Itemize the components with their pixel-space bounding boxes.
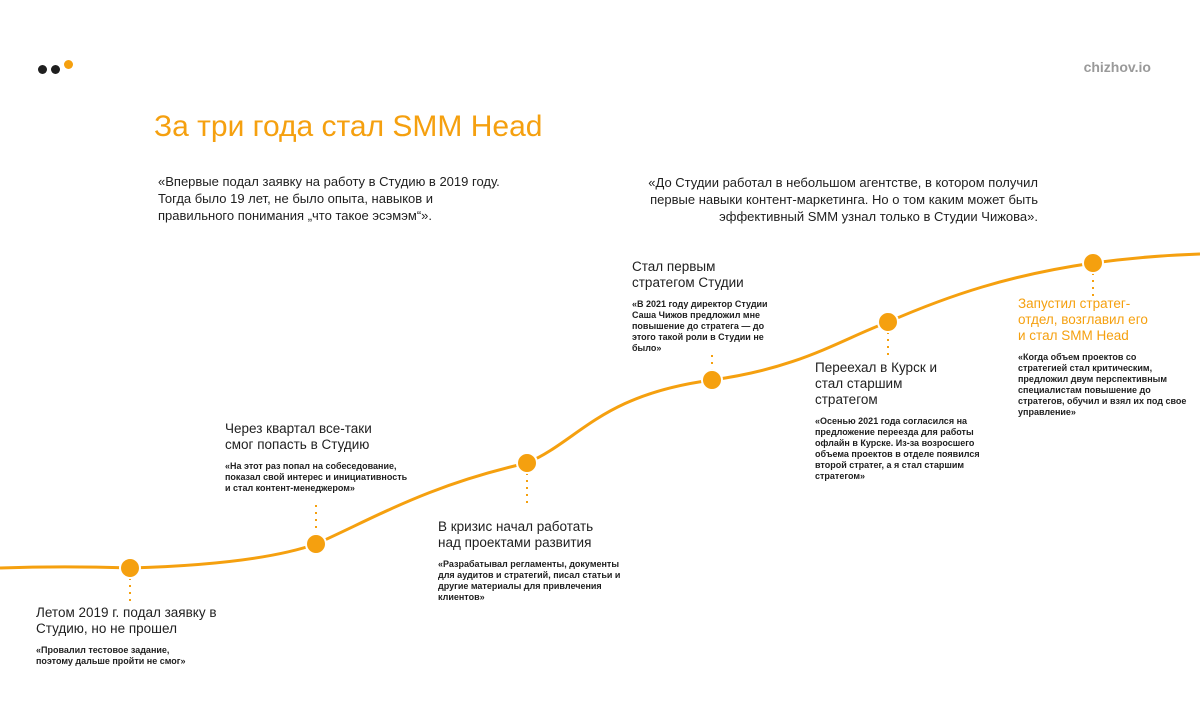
milestone-1 [36, 605, 226, 667]
milestone-heading: Стал первым стратегом Студии [632, 259, 744, 290]
milestone-heading: Через квартал все-таки смог попасть в Студию [225, 421, 372, 452]
milestone-dot [306, 534, 326, 554]
milestone-detail: «Разрабатывал регламенты, документы для аудитов и стратегий, писал статьи и другие материалы для привлечения клиентов» [438, 559, 621, 602]
milestone-5 [815, 360, 980, 482]
milestone-dot [120, 558, 140, 578]
milestone-heading: Летом 2019 г. подал заявку в Студию, но не прошел [36, 605, 217, 636]
background-quote: «До Студии работал в небольшом агентстве, в котором получил первые навыки контент-маркетинга. Но о том каким может быть эффективный SMM узнал только в Студии Чижова». [648, 175, 1038, 224]
page-title: За три года стал SMM Head [154, 110, 543, 143]
milestone-4 [632, 259, 782, 354]
milestone-heading: В кризис начал работать над проектами развития [438, 519, 594, 550]
intro-quote: «Впервые подал заявку на работу в Студию в 2019 году. Тогда было 19 лет, не было опыта, навыков и правильного понимания „что такое эсэмэм“». [158, 174, 500, 223]
milestone-6 [1018, 296, 1188, 418]
milestone-dot [878, 312, 898, 332]
milestone-detail: «В 2021 году директор Студии Саша Чижов предложил мне повышение до стратега — до этого такой роли в Студии не было» [632, 299, 768, 353]
milestone-detail: «Осенью 2021 года согласился на предложение переезда для работы офлайн в Курске. Из-за возросшего объема проектов в отделе появился второй стратег, а я стал старшим стратегом» [815, 416, 980, 481]
milestone-3 [438, 519, 628, 603]
milestone-2 [225, 421, 415, 494]
milestone-dot [702, 370, 722, 390]
milestone-dot [1083, 253, 1103, 273]
site-link[interactable]: chizhov.io [1083, 59, 1151, 75]
milestone-detail: «На этот раз попал на собеседование, показал свой интерес и инициативность и стал контент-менеджером» [225, 461, 408, 493]
milestone-detail: «Провалил тестовое задание, поэтому дальше пройти не смог» [36, 645, 186, 666]
milestone-detail: «Когда объем проектов со стратегией стал критическим, предложил двум перспективным специалистам повышение до стратегов, обучил и взял их под свое управление» [1018, 352, 1187, 417]
milestone-dot [517, 453, 537, 473]
milestone-heading: Запустил стратег-отдел, возглавил его и стал SMM Head [1018, 296, 1148, 343]
milestone-heading: Переехал в Курск и стал старшим стратегом [815, 360, 938, 407]
